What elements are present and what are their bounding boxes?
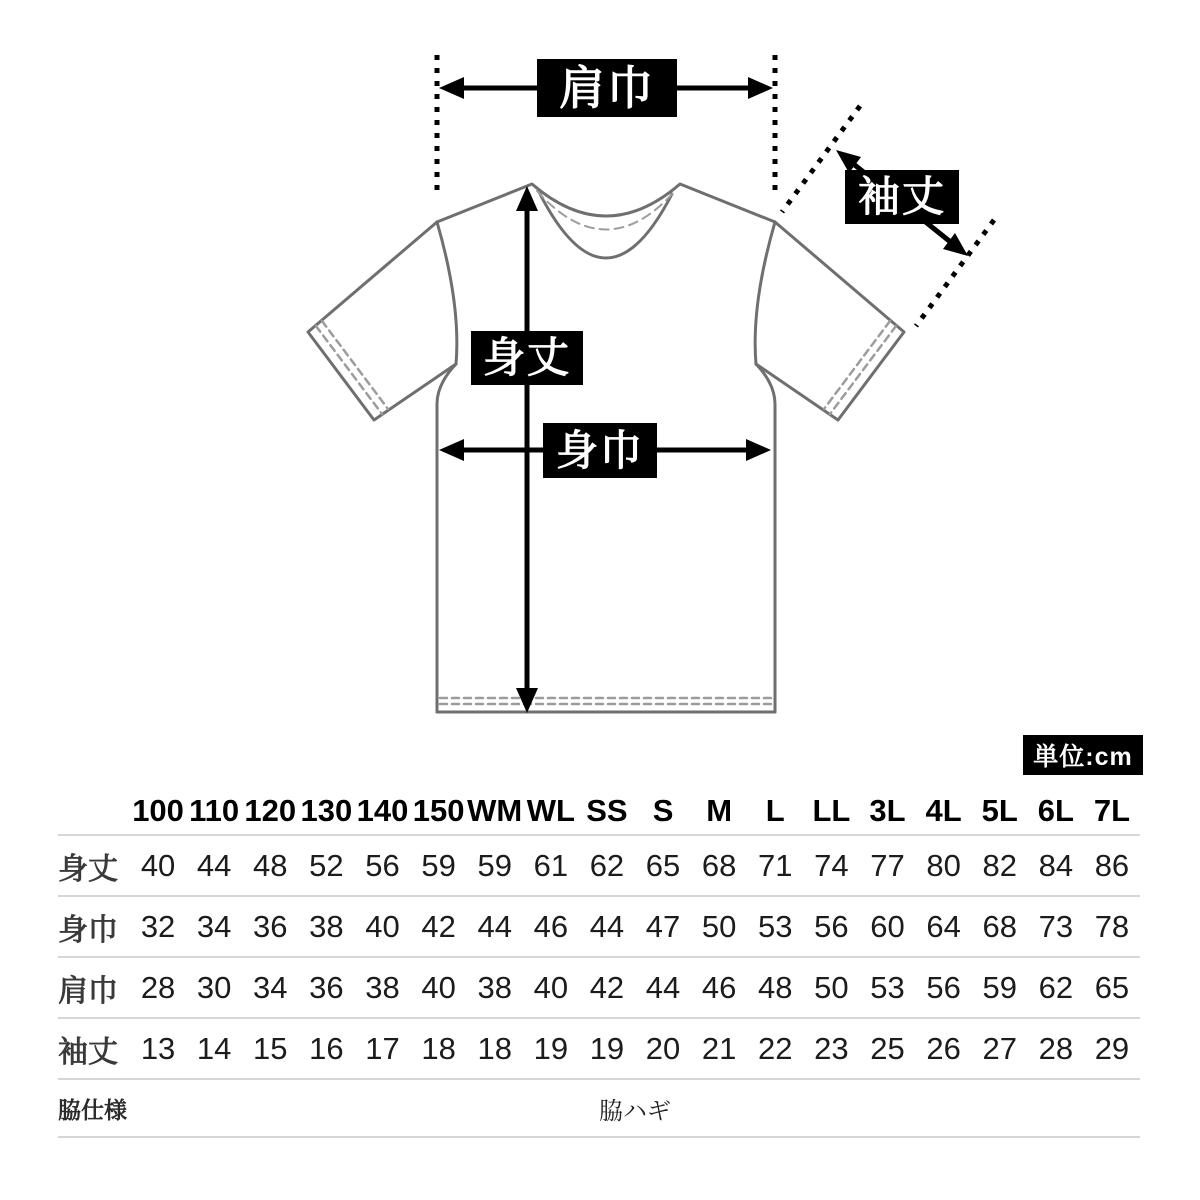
table-row <box>58 897 1140 958</box>
tshirt-stitch-lines <box>316 321 896 704</box>
table-cell: 29 <box>1094 1030 1130 1066</box>
table-cell: 53 <box>758 908 793 944</box>
table-row <box>58 836 1140 897</box>
table-cell: 40 <box>533 969 569 1005</box>
table-cell: 34 <box>253 969 288 1005</box>
row-label: 肩巾 <box>58 974 118 1008</box>
table-cell: 25 <box>870 1030 905 1066</box>
table-cell: 40 <box>365 908 400 944</box>
tshirt-right-armhole-seam <box>755 222 775 364</box>
table-cell: 30 <box>196 969 232 1005</box>
table-cell: 47 <box>645 908 681 944</box>
column-header: 120 <box>244 793 297 828</box>
table-cell: 65 <box>1094 969 1130 1005</box>
body-width-tag: 身巾 <box>543 423 657 478</box>
row-label: 袖丈 <box>58 1035 118 1069</box>
table-cell: 68 <box>982 908 1017 944</box>
column-header: 4L <box>925 793 962 828</box>
size-table-body <box>58 836 1140 1080</box>
table-cell: 48 <box>758 969 793 1005</box>
table-cell: 15 <box>253 1030 288 1066</box>
table-cell: 34 <box>196 908 232 944</box>
spec-row-value: 脇ハギ <box>599 1097 671 1125</box>
table-cell: 61 <box>533 847 569 883</box>
column-header: 150 <box>412 793 465 828</box>
table-cell: 18 <box>477 1030 512 1066</box>
table-cell: 36 <box>309 969 344 1005</box>
table-cell: 56 <box>365 847 400 883</box>
size-table <box>58 788 1140 1138</box>
column-header: M <box>706 793 733 828</box>
table-cell: 59 <box>421 847 456 883</box>
table-cell: 32 <box>140 908 176 944</box>
table-cell: 44 <box>589 908 625 944</box>
shoulder-width-tag: 肩巾 <box>537 59 677 117</box>
tshirt-shoulders-neckline <box>437 184 775 222</box>
table-cell: 36 <box>253 908 288 944</box>
table-cell: 22 <box>758 1030 793 1066</box>
spec-row-label: 脇仕様 <box>58 1096 127 1123</box>
table-cell: 38 <box>309 908 344 944</box>
table-cell: 50 <box>701 908 737 944</box>
table-cell: 56 <box>926 969 961 1005</box>
table-row <box>58 958 1140 1019</box>
table-cell: 38 <box>365 969 400 1005</box>
column-header: 130 <box>300 793 353 828</box>
table-cell: 13 <box>140 1030 176 1066</box>
table-cell: 86 <box>1094 847 1130 883</box>
table-cell: 80 <box>926 847 961 883</box>
column-header: S <box>652 793 674 828</box>
table-cell: 42 <box>421 908 456 944</box>
column-header: 6L <box>1037 793 1074 828</box>
table-cell: 27 <box>982 1030 1017 1066</box>
table-cell: 23 <box>814 1030 849 1066</box>
tshirt-right-side <box>756 364 775 712</box>
tshirt-left-side <box>437 364 456 712</box>
column-header: 110 <box>189 793 240 828</box>
table-cell: 16 <box>309 1030 344 1066</box>
table-cell: 56 <box>814 908 849 944</box>
table-cell: 73 <box>1038 908 1074 944</box>
table-cell: 38 <box>477 969 512 1005</box>
table-cell: 18 <box>421 1030 456 1066</box>
table-cell: 59 <box>477 847 512 883</box>
table-cell: 44 <box>477 908 512 944</box>
column-header: 5L <box>981 793 1018 828</box>
column-header: 140 <box>356 793 409 828</box>
column-header: L <box>765 793 785 828</box>
table-cell: 19 <box>533 1030 569 1066</box>
table-cell: 84 <box>1038 847 1074 883</box>
table-cell: 62 <box>1038 969 1074 1005</box>
table-cell: 20 <box>645 1030 681 1066</box>
table-cell: 52 <box>309 847 344 883</box>
table-cell: 40 <box>421 969 456 1005</box>
column-header: WL <box>526 793 575 828</box>
column-header: 100 <box>132 793 184 828</box>
column-header: SS <box>586 793 628 828</box>
table-cell: 60 <box>870 908 905 944</box>
size-table-header-row <box>58 788 1140 836</box>
tshirt-left-sleeve <box>308 222 456 420</box>
table-cell: 44 <box>196 847 232 883</box>
table-cell: 68 <box>701 847 737 883</box>
table-cell: 71 <box>758 847 793 883</box>
table-cell: 50 <box>814 969 849 1005</box>
tshirt-right-sleeve <box>756 222 904 420</box>
tshirt-left-armhole-seam <box>437 222 457 364</box>
spec-row <box>58 1080 1140 1138</box>
unit-badge: 単位:cm <box>1023 735 1143 775</box>
column-header: 3L <box>869 793 906 828</box>
table-cell: 74 <box>814 847 849 883</box>
table-cell: 64 <box>926 908 961 944</box>
table-cell: 59 <box>982 969 1017 1005</box>
table-cell: 28 <box>140 969 176 1005</box>
table-row <box>58 1019 1140 1080</box>
column-header: LL <box>812 793 851 828</box>
table-cell: 14 <box>196 1030 232 1066</box>
table-cell: 42 <box>589 969 625 1005</box>
column-header: WM <box>467 793 523 828</box>
body-length-tag: 身丈 <box>471 331 583 385</box>
table-cell: 26 <box>926 1030 961 1066</box>
table-cell: 53 <box>870 969 905 1005</box>
row-label: 身巾 <box>58 913 118 947</box>
table-cell: 28 <box>1038 1030 1074 1066</box>
table-cell: 40 <box>140 847 176 883</box>
table-cell: 46 <box>533 908 569 944</box>
table-cell: 46 <box>701 969 737 1005</box>
table-cell: 19 <box>589 1030 625 1066</box>
column-header: 7L <box>1093 793 1131 828</box>
table-cell: 65 <box>645 847 681 883</box>
table-cell: 48 <box>253 847 288 883</box>
table-cell: 62 <box>589 847 625 883</box>
table-cell: 77 <box>870 847 905 883</box>
row-label: 身丈 <box>58 852 118 886</box>
table-cell: 82 <box>982 847 1017 883</box>
table-cell: 21 <box>701 1030 737 1066</box>
table-cell: 78 <box>1094 908 1130 944</box>
table-cell: 17 <box>365 1030 400 1066</box>
sleeve-length-tag: 袖丈 <box>845 170 959 224</box>
table-cell: 44 <box>645 969 681 1005</box>
